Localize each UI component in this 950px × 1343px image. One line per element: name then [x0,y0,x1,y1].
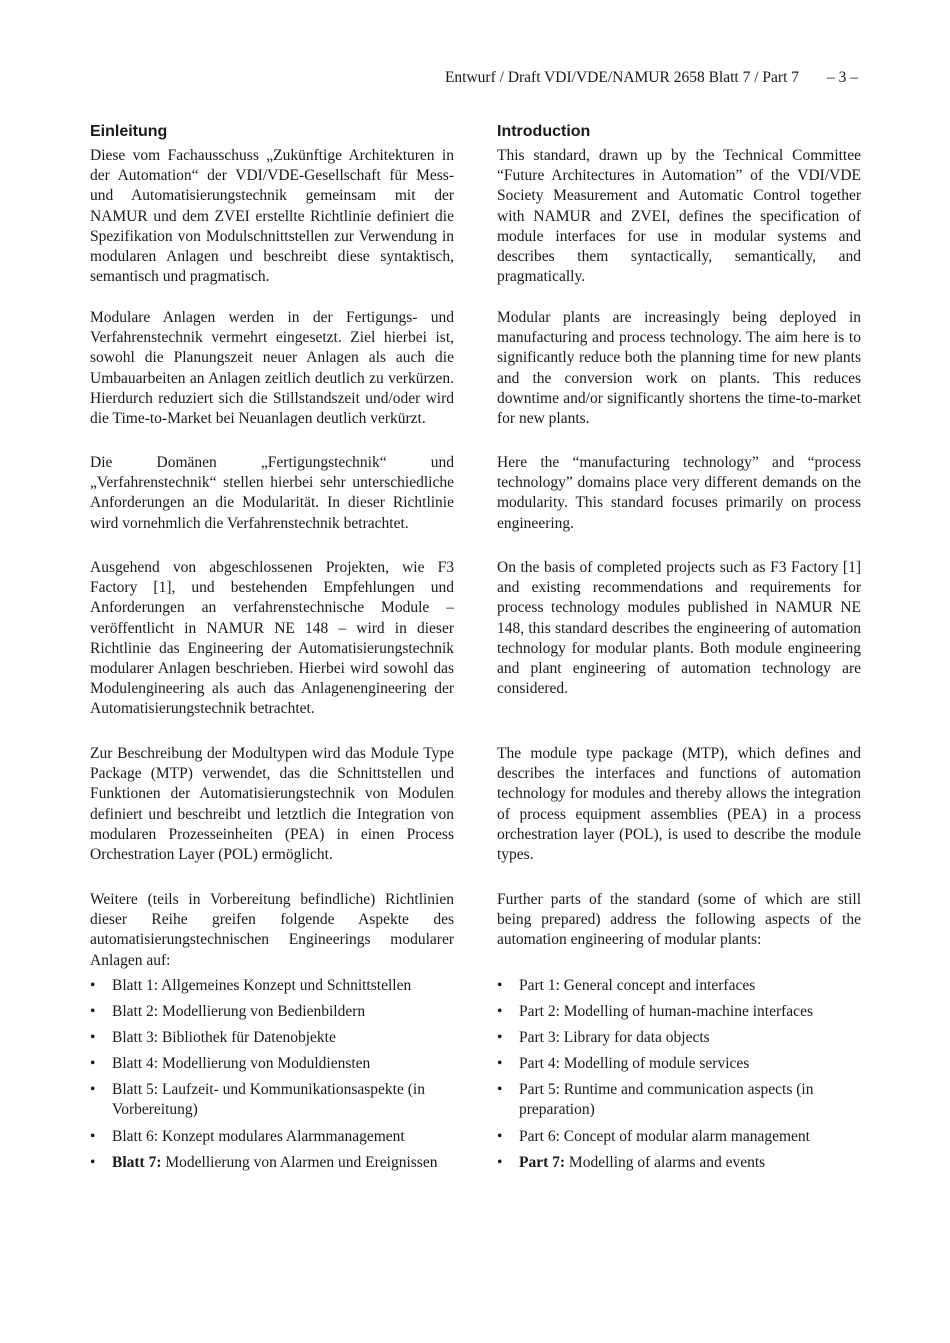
de-paragraph-4: Ausgehend von abgeschlossenen Projekten, wie F3 Factory [1], und bestehenden Empfehlungen und Anforderungen an verfahrenstechnische Module – veröffentlicht in NAMUR NE 148 – wird in dieser Richtlinie das Engineering der Automatisierungstechnik modularer Anlagen beschrieben. Hierbei wird sowohl das Modulengineering als auch das Anlagenengineering der Automatisierungstechnik betrachtet. [90,559,454,718]
bullet-icon: • [497,1003,503,1020]
german-column [90,122,454,1195]
list-item: • Part 5: Runtime and communication aspects (in preparation) [497,1081,814,1119]
bullet-icon: • [497,1128,503,1145]
bullet-icon: • [90,1081,96,1098]
en-paragraph-4: On the basis of completed projects such as F3 Factory [1] and existing recommendations and requirements for process technology modules published in NAMUR NE 148, this standard describes the engineering of automation technology for modular plants. Both module engineering and plant engineering of automation technology are considered. [497,559,861,698]
list-item: • Part 1: General concept and interfaces [497,976,861,1002]
en-paragraph-3: Here the “manufacturing technology” and “process technology” domains place very different demands on the modularity. This standard focuses primarily on process engineering. [497,454,861,532]
list-item: • Part 6: Concept of modular alarm management [497,1127,861,1153]
de-paragraph-1: Diese vom Fachausschuss „Zukünftige Architekturen in der Automation“ der VDI/VDE-Gesellschaft für Mess- und Automatisierungstechnik gemeinsam mit der NAMUR und dem ZVEI erstellte Richtlinie definiert die Spezifikation von Modulschnittstellen zur Verwendung in modularen Anlagen und beschreibt diese syntaktisch, semantisch und pragmatisch. [90,147,454,286]
header-title: Entwurf / Draft VDI/VDE/NAMUR 2658 Blatt 7 / Part 7 [444,69,799,86]
english-heading: Introduction [497,123,591,140]
list-item: • Blatt 6: Konzept modulares Alarmmanagement [90,1127,454,1153]
page-header [445,69,858,87]
bullet-icon: • [497,1154,503,1171]
bullet-icon: • [497,1029,503,1046]
list-item: • Blatt 2: Modellierung von Bedienbildern [90,1002,454,1028]
bullet-icon: • [497,977,503,994]
bullet-icon: • [90,1029,96,1046]
bullet-icon: • [497,1055,503,1072]
de-paragraph-5: Zur Beschreibung der Modultypen wird das Module Type Package (MTP) verwendet, das die Schnittstellen und Funktionen der Automatisierungstechnik von Modulen definiert und beschreibt und letztlich die Integration von modularen Prozesseinheiten (PEA) in einen Process Orchestration Layer (POL) ermöglicht. [90,745,454,864]
list-item: • Blatt 3: Bibliothek für Datenobjekte [90,1028,454,1054]
bullet-icon: • [90,1055,96,1072]
bullet-icon: • [90,977,96,994]
en-paragraph-5: The module type package (MTP), which defines and describes the interfaces and functions of automation technology for modules and thereby allows the integration of process equipment assemblies (PEA) in a process orchestration layer (POL), is used to describe the module types. [497,745,861,864]
bullet-icon: • [497,1081,503,1098]
en-parts-list [497,976,861,1195]
en-paragraph-6: Further parts of the standard (some of which are still being prepared) address the following aspects of the automation engineering of modular plants: [497,891,861,949]
de-parts-list [90,976,454,1195]
bullet-icon: • [90,1128,96,1145]
de-paragraph-6: Weitere (teils in Vorbereitung befindliche) Richtlinien dieser Reihe greifen folgende Aspekte des automatisierungstechnischen Engineerings modularer Anlagen auf: [90,891,454,969]
bullet-icon: • [90,1154,96,1171]
page-number: – 3 – [827,69,858,86]
de-paragraph-3: Die Domänen „Fertigungstechnik“ und „Verfahrenstechnik“ stellen hierbei sehr unterschiedliche Anforderungen an die Modularität. In dieser Richtlinie wird vornehmlich die Verfahrenstechnik betrachtet. [90,454,454,532]
german-heading: Einleitung [90,123,168,140]
english-column [497,122,861,1195]
list-item: • Part 7: Modelling of alarms and events [497,1153,861,1195]
list-item: • Blatt 4: Modellierung von Moduldiensten [90,1054,454,1080]
bullet-icon: • [90,1003,96,1020]
en-paragraph-1: This standard, drawn up by the Technical Committee “Future Architectures in Automation” of the VDI/VDE Society Measurement and Automatic Control together with NAMUR and ZVEI, defines the specification of module interfaces for use in modular systems and describes them syntactically, semantically, and pragmatically. [497,147,861,286]
en-paragraph-2: Modular plants are increasingly being deployed in manufacturing and process technology. The aim here is to significantly reduce both the planning time for new plants and the conversion work on plants. This reduces downtime and/or significantly shortens the time-to-market for new plants. [497,309,861,428]
de-paragraph-2: Modulare Anlagen werden in der Fertigungs- und Verfahrenstechnik vermehrt eingesetzt. Ziel hierbei ist, sowohl die Planungszeit neuer Anlagen als auch die Umbauarbeiten an Anlagen zeitlich deutlich zu verkürzen. Hierdurch reduziert sich die Stillstandszeit und/oder wird die Time-to-Market bei Neuanlagen deutlich verkürzt. [90,309,454,428]
list-item: • Blatt 1: Allgemeines Konzept und Schnittstellen [90,976,454,1002]
list-item: • Blatt 5: Laufzeit- und Kommunikationsaspekte (in Vorbereitung) [90,1081,425,1119]
list-item: • Part 4: Modelling of module services [497,1054,861,1080]
list-item: • Part 2: Modelling of human-machine interfaces [497,1002,861,1028]
list-item: • Part 3: Library for data objects [497,1028,861,1054]
list-item: • Blatt 7: Modellierung von Alarmen und Ereignissen [90,1153,454,1195]
